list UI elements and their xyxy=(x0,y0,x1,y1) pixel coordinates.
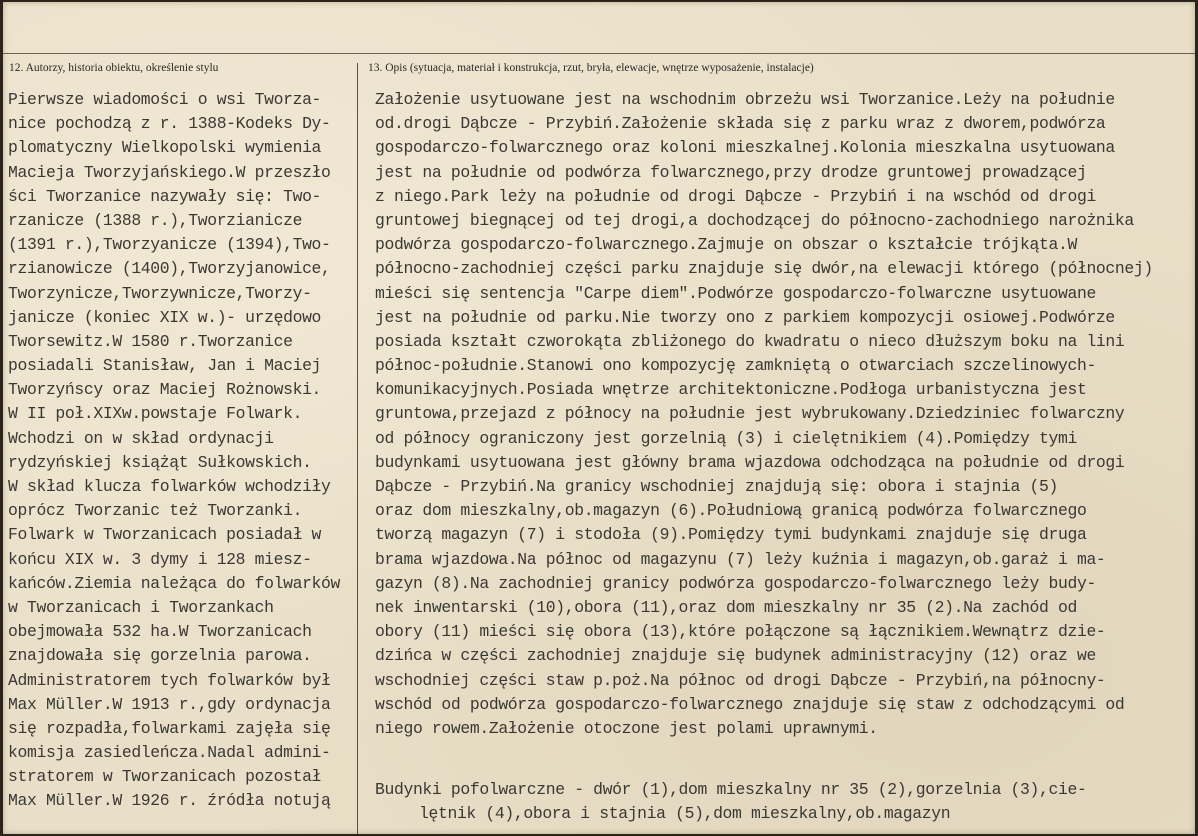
typed-line: Max Müller.W 1913 r.,gdy ordynacja xyxy=(8,694,331,714)
typed-line: komisja zasiedleńcza.Nadal admini- xyxy=(8,743,331,763)
typed-line: oprócz Tworzanic też Tworzanki. xyxy=(8,501,303,521)
typed-line: Pierwsze wiadomości o wsi Tworza- xyxy=(8,90,322,109)
typed-line: wschodniej części staw p.poż.Na północ od drogi Dąbcze - Przybiń,na północny- xyxy=(375,670,1106,690)
typed-line: (1391 r.),Tworzyanicze (1394),Two- xyxy=(8,235,331,255)
typed-line: komunikacyjnych.Posiada wnętrze architektoniczne.Podłoga urbanistyczna jest xyxy=(375,380,1087,400)
typed-line: nice pochodzą z r. 1388-Kodeks Dy- xyxy=(8,114,331,134)
typed-line: tworzą magazyn (7) i stodoła (9).Pomiędzy tymi budynkami znajduje się druga xyxy=(375,525,1087,545)
typed-line: posiada kształt czworokąta zbliżonego do kwadratu o nieco dłuższym boku na lini xyxy=(375,331,1125,351)
typed-line: Tworzynicze,Tworzywnicze,Tworzy- xyxy=(8,283,312,303)
typed-line: gruntowa,przejazd z północy na południe jest wybrukowany.Dziedziniec folwarczny xyxy=(375,404,1125,424)
description-text xyxy=(375,88,1175,826)
typed-line: Folwark w Tworzanicach posiadał w xyxy=(8,525,322,545)
typed-line: mieści się sentencja "Carpe diem".Podwórze gospodarczo-folwarczne usytuowane xyxy=(375,283,1096,303)
history-text xyxy=(8,88,356,814)
typed-line: W skład klucza folwarków wchodziły xyxy=(8,477,331,496)
typed-line: od północy ograniczony jest gorzelnią (3) i cielętnikiem (4).Pomiędzy tymi xyxy=(375,428,1077,448)
typed-line: rydzyńskiej książąt Sułkowskich. xyxy=(8,452,312,472)
typed-line: Tworsewitz.W 1580 r.Tworzanice xyxy=(8,331,293,351)
typed-line: znajdowała się gorzelnia parowa. xyxy=(8,646,312,666)
typed-line: północ-południe.Stanowi ono kompozycję zamkniętą o otwarciach szczelinowych- xyxy=(375,356,1096,376)
typed-line: gruntowej biegnącej od tej drogi,a dochodzącej do północno-zachodniego narożnika xyxy=(375,210,1134,230)
typed-line: w Tworzanicach i Tworzankach xyxy=(8,597,274,617)
typed-line: janicze (koniec XIX w.)- urzędowo xyxy=(8,307,322,327)
header-rule xyxy=(3,53,1195,54)
buildings-line: Budynki pofolwarczne - dwór (1),dom mieszkalny nr 35 (2),gorzelnia (3),cie- xyxy=(375,780,1087,800)
paragraph-gap xyxy=(375,741,1175,778)
typed-line: końcu XIX w. 3 dymy i 128 miesz- xyxy=(8,549,312,569)
typed-line: gazyn (8).Na zachodniej granicy podwórza gospodarczo-folwarcznego leży budy- xyxy=(375,573,1096,593)
typed-line: kańców.Ziemia należąca do folwarków xyxy=(8,573,341,593)
typed-line: od.drogi Dąbcze - Przybiń.Założenie składa się z parku wraz z dworem,podwórza xyxy=(375,114,1106,134)
typed-line: rzianowicze (1400),Tworzyjanowice, xyxy=(8,259,331,279)
typed-line: plomatyczny Wielkopolski wymienia xyxy=(8,138,322,158)
typed-line: Założenie usytuowane jest na wschodnim obrzeżu wsi Tworzanice.Leży na południe xyxy=(375,90,1115,109)
typed-line: obory (11) mieści się obora (13),które połączone są łącznikiem.Wewnątrz dzie- xyxy=(375,622,1106,642)
typed-line: podwórza gospodarczo-folwarcznego.Zajmuje on obszar o kształcie trójkąta.W xyxy=(375,235,1077,255)
typed-line: nek inwentarski (10),obora (11),oraz dom mieszkalny nr 35 (2).Na zachód od xyxy=(375,597,1077,617)
column-divider xyxy=(357,63,358,834)
buildings-line: lętnik (4),obora i stajnia (5),dom mieszkalny,ob.magazyn xyxy=(419,804,951,824)
typed-line: Wchodzi on w skład ordynacji xyxy=(8,428,274,448)
typed-line: budynkami usytuowana jest główny brama wjazdowa odchodząca na południe od drogi xyxy=(375,452,1125,472)
typed-line: się rozpadła,folwarkami zajęła się xyxy=(8,718,331,738)
typed-line: północno-zachodniej części parku znajduje się dwór,na elewacji którego (północnej) xyxy=(375,259,1153,279)
inventory-card xyxy=(3,2,1195,834)
typed-line: jest na południe od parku.Nie tworzy ono z parkiem kompozycji osiowej.Podwórze xyxy=(375,307,1115,327)
typed-line: posiadali Stanisław, Jan i Maciej xyxy=(8,356,322,376)
typed-line: niego rowem.Założenie otoczone jest polami uprawnymi. xyxy=(375,718,878,738)
typed-line: Tworzyńscy oraz Maciej Rożnowski. xyxy=(8,380,322,400)
description-section-header: 13. Opis (sytuacja, materiał i konstrukcja, rzut, bryła, elewacje, wnętrze wyposażenie, instalacje) xyxy=(368,62,814,74)
typed-line: Administratorem tych folwarków był xyxy=(8,670,331,690)
typed-line: wschód od podwórza gospodarczo-folwarcznego znajduje się staw z odchodzącymi od xyxy=(375,694,1125,714)
typed-line: jest na południe od podwórza folwarcznego,przy drodze gruntowej prowadzącej xyxy=(375,162,1087,182)
typed-line: rzanicze (1388 r.),Tworzianicze xyxy=(8,210,303,230)
typed-line: Macieja Tworzyjańskiego.W przeszło xyxy=(8,162,331,182)
typed-line: brama wjazdowa.Na północ od magazynu (7) leży kuźnia i magazyn,ob.garaż i ma- xyxy=(375,549,1106,569)
typed-line: stratorem w Tworzanicach pozostał xyxy=(8,767,322,787)
typed-line: dzińca w części zachodniej znajduje się budynek administracyjny (12) oraz we xyxy=(375,646,1096,666)
typed-line: Max Müller.W 1926 r. źródła notują xyxy=(8,791,331,811)
typed-line: gospodarczo-folwarcznego oraz koloni mieszkalnej.Kolonia mieszkalna usytuowana xyxy=(375,138,1115,158)
typed-line: oraz dom mieszkalny,ob.magazyn (6).Południową granicą podwórza folwarcznego xyxy=(375,501,1087,521)
typed-line: ści Tworzanice nazywały się: Two- xyxy=(8,186,322,206)
typed-line: W II poł.XIXw.powstaje Folwark. xyxy=(8,404,303,424)
typed-line: obejmowała 532 ha.W Tworzanicach xyxy=(8,622,312,642)
typed-line: z niego.Park leży na południe od drogi Dąbcze - Przybiń i na wschód od drogi xyxy=(375,186,1096,206)
typed-line: Dąbcze - Przybiń.Na granicy wschodniej znajdują się: obora i stajnia (5) xyxy=(375,477,1058,496)
history-section-header: 12. Autorzy, historia obiektu, określenie stylu xyxy=(9,62,219,74)
